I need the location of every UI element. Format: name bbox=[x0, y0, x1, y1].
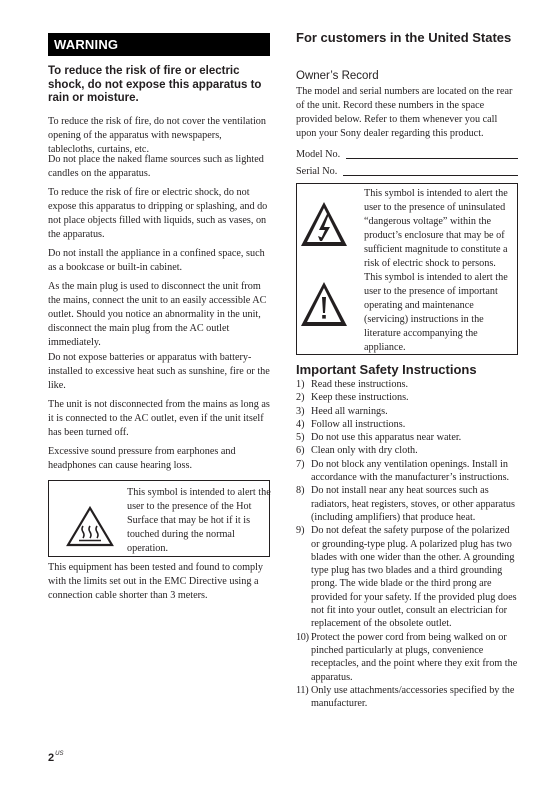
model-number-label: Model No. bbox=[296, 149, 341, 160]
attention-symbol-text: This symbol is intended to alert the user to the presence of important operating and maintenance (servicing) instructions in the literature accompanying the appliance. bbox=[364, 272, 508, 353]
hot-surface-text: This symbol is intended to alert the user to the presence of the Hot Surface that may be hot if it is touched during the normal operation. bbox=[127, 487, 271, 554]
model-number-line bbox=[346, 148, 518, 159]
owners-record-heading: Owner’s Record bbox=[296, 70, 379, 82]
serial-number-line bbox=[343, 165, 518, 176]
list-item: 4) Follow all instructions. bbox=[296, 418, 406, 430]
list-item: 8) Do not install near any heat sources such as radiators, heat registers, stoves, or other apparatus (including amplifiers) that produce heat. bbox=[296, 485, 515, 523]
page-number: $2^{US}$ bbox=[48, 751, 64, 764]
warning-paragraph-batteries: Do not expose batteries or apparatus with battery-installed to excessive heat such as sunshine, fire or the like. bbox=[48, 352, 270, 391]
page-number-suffix: US bbox=[55, 751, 64, 757]
warning-title: WARNING bbox=[48, 33, 270, 56]
list-item: 6) Clean only with dry cloth. bbox=[296, 445, 418, 457]
list-item: 9) Do not defeat the safety purpose of the polarized or grounding-type plug. A polarized plug has two blades with one wider than the other. A grounding type plug has two blades and a third grounding prong. The wide blade or the third prong are provided for your safety. If the provided plug does not fit into your outlet, consult an electrician for replacement of the obsolete outlet. bbox=[296, 525, 517, 630]
model-number-field bbox=[296, 148, 518, 162]
safety-instructions-title: Important Safety Instructions bbox=[296, 362, 477, 377]
emc-paragraph: This equipment has been tested and found to comply with the limits set out in the EMC Directive using a connection cable shorter than 3 meters. bbox=[48, 562, 264, 601]
serial-number-label: Serial No. bbox=[296, 166, 338, 177]
list-item: 11) Only use attachments/accessories specified by the manufacturer. bbox=[296, 684, 515, 710]
warning-paragraph-main-plug: As the main plug is used to disconnect the unit from the mains, connect the unit to an easily accessible AC outlet. Should you notice an abnormality in the unit, disconnect the main plug from the AC outlet immediately. bbox=[48, 281, 267, 348]
safety-instructions-list bbox=[296, 378, 518, 710]
list-item: 2) Keep these instructions. bbox=[296, 392, 409, 404]
list-item: 3) Heed all warnings. bbox=[296, 405, 388, 417]
list-item: 10) Protect the power cord from being walked on or pinched particularly at plugs, convenience receptacles, and the point where they exit from the apparatus. bbox=[296, 631, 518, 683]
list-item: 7) Do not block any ventilation openings. Install in accordance with the manufacturer’s instructions. bbox=[296, 458, 510, 484]
warning-paragraph-ventilation: To reduce the risk of fire, do not cover the ventilation opening of the apparatus with newspapers, tablecloths, curtains, etc. bbox=[48, 116, 266, 155]
owners-record-text: The model and serial numbers are located on the rear of the unit. Record these numbers in the space provided below. Refer to them whenever you call upon your Sony dealer regarding this product. bbox=[296, 86, 513, 139]
warning-paragraph-mains: The unit is not disconnected from the mains as long as it is connected to the AC outlet, even if the unit itself has been turned off. bbox=[48, 399, 270, 438]
warning-paragraph-confined-space: Do not install the appliance in a confined space, such as a bookcase or built-in cabinet. bbox=[48, 248, 265, 273]
us-customers-title: For customers in the United States bbox=[296, 30, 512, 45]
list-item: 5) Do not use this apparatus near water. bbox=[296, 432, 462, 444]
dangerous-voltage-icon bbox=[299, 200, 349, 248]
warning-paragraph-hearing: Excessive sound pressure from earphones and headphones can cause hearing loss. bbox=[48, 446, 236, 471]
exclamation-icon bbox=[299, 280, 349, 328]
warning-heading: To reduce the risk of fire or electric shock, do not expose this apparatus to rain or moisture. bbox=[48, 65, 262, 104]
list-item: 1) Read these instructions. bbox=[296, 379, 409, 390]
serial-number-field bbox=[296, 165, 518, 179]
warning-paragraph-dripping: To reduce the risk of fire or electric shock, do not expose this apparatus to dripping or splashing, and do not place objects filled with liquids, such as vases, on the apparatus. bbox=[48, 187, 268, 240]
dangerous-voltage-text: This symbol is intended to alert the user to the presence of uninsulated “dangerous voltage” within the product’s enclosure that may be of sufficient magnitude to constitute a risk of electric shock to persons. bbox=[364, 188, 508, 269]
warning-paragraph-flame: Do not place the naked flame sources such as lighted candles on the apparatus. bbox=[48, 154, 264, 179]
hot-surface-icon bbox=[65, 505, 115, 547]
